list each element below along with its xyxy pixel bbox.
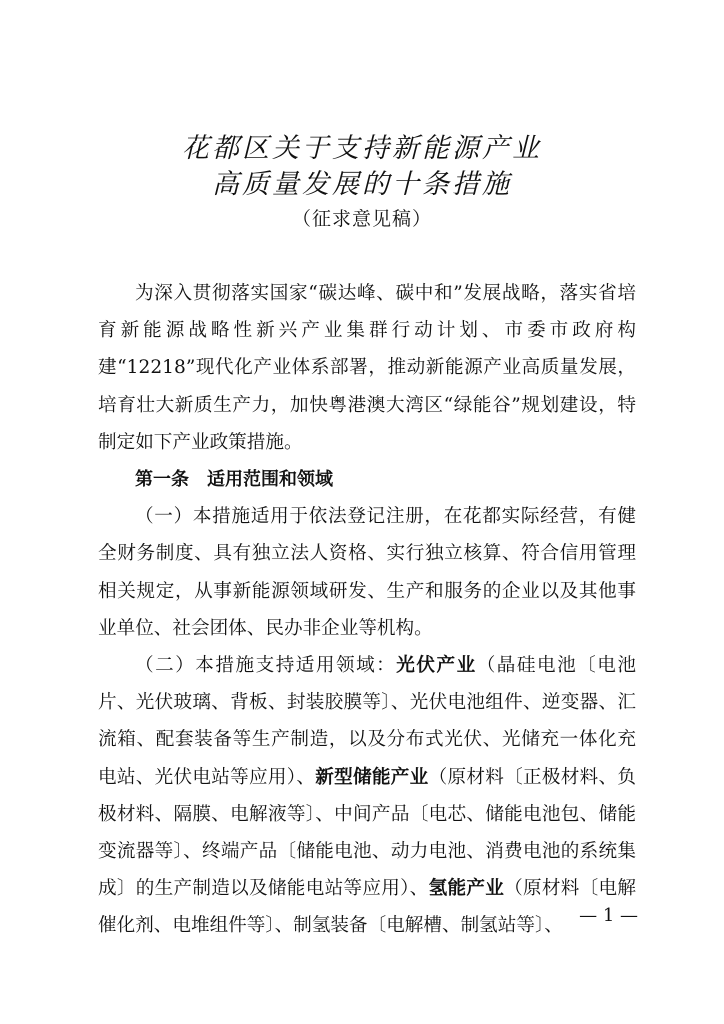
clause-2-paragraph <box>98 647 636 945</box>
document-body <box>98 275 636 945</box>
document-subtitle: （征求意见稿） <box>291 208 432 230</box>
storage-industry-label: 新型储能产业 <box>315 766 429 788</box>
hydrogen-industry-text: （原材料〔电解催化剂、电堆组件等〕、制氢装备〔电解槽、制氢站等〕、 <box>98 878 636 937</box>
intro-paragraph: 为深入贯彻落实国家“碳达峰、碳中和”发展战略，落实省培育新能源战略性新兴产业集群行动计划、市委市政府构建“12218”现代化产业体系部署，推动新能源产业高质量发展，培育壮大新质生产力，加快粤港澳大湾区“绿能谷”规划建设，特制定如下产业政策措施。 <box>98 283 636 453</box>
clause-1-paragraph: （一）本措施适用于依法登记注册，在花都实际经营，有健全财务制度、具有独立法人资格、实行独立核算、符合信用管理相关规定，从事新能源领域研发、生产和服务的企业以及其他事业单位、社会团体、民办非企业等机构。 <box>98 506 636 639</box>
hydrogen-industry-label: 氢能产业 <box>428 878 505 900</box>
document-title-line-1: 花都区关于支持新能源产业 <box>182 133 542 164</box>
page-number: — 1 — <box>579 905 638 926</box>
article-1-heading <box>98 461 636 498</box>
storage-industry-text: （原材料〔正极材料、负极材料、隔膜、电解液等〕、中间产品〔电芯、储能电池包、储能变流器等〕、终端产品〔储能电池、动力电池、消费电池的系统集成〕的生产制造以及储能电站等应用）、 <box>98 766 636 900</box>
document-title-line-2: 高质量发展的十条措施 <box>212 169 512 200</box>
pv-industry-text: （晶硅电池〔电池片、光伏玻璃、背板、封装胶膜等〕、光伏电池组件、逆变器、汇流箱、配套装备等生产制造，以及分布式光伏、光储充一体化充电站、光伏电站等应用）、 <box>98 655 636 788</box>
pv-industry-label: 光伏产业 <box>396 655 477 677</box>
article-1-title: 适用范围和领域 <box>207 469 333 491</box>
clause-2-prefix: （二）本措施支持适用领域： <box>135 655 397 677</box>
article-1-number: 第一条 <box>135 469 189 491</box>
